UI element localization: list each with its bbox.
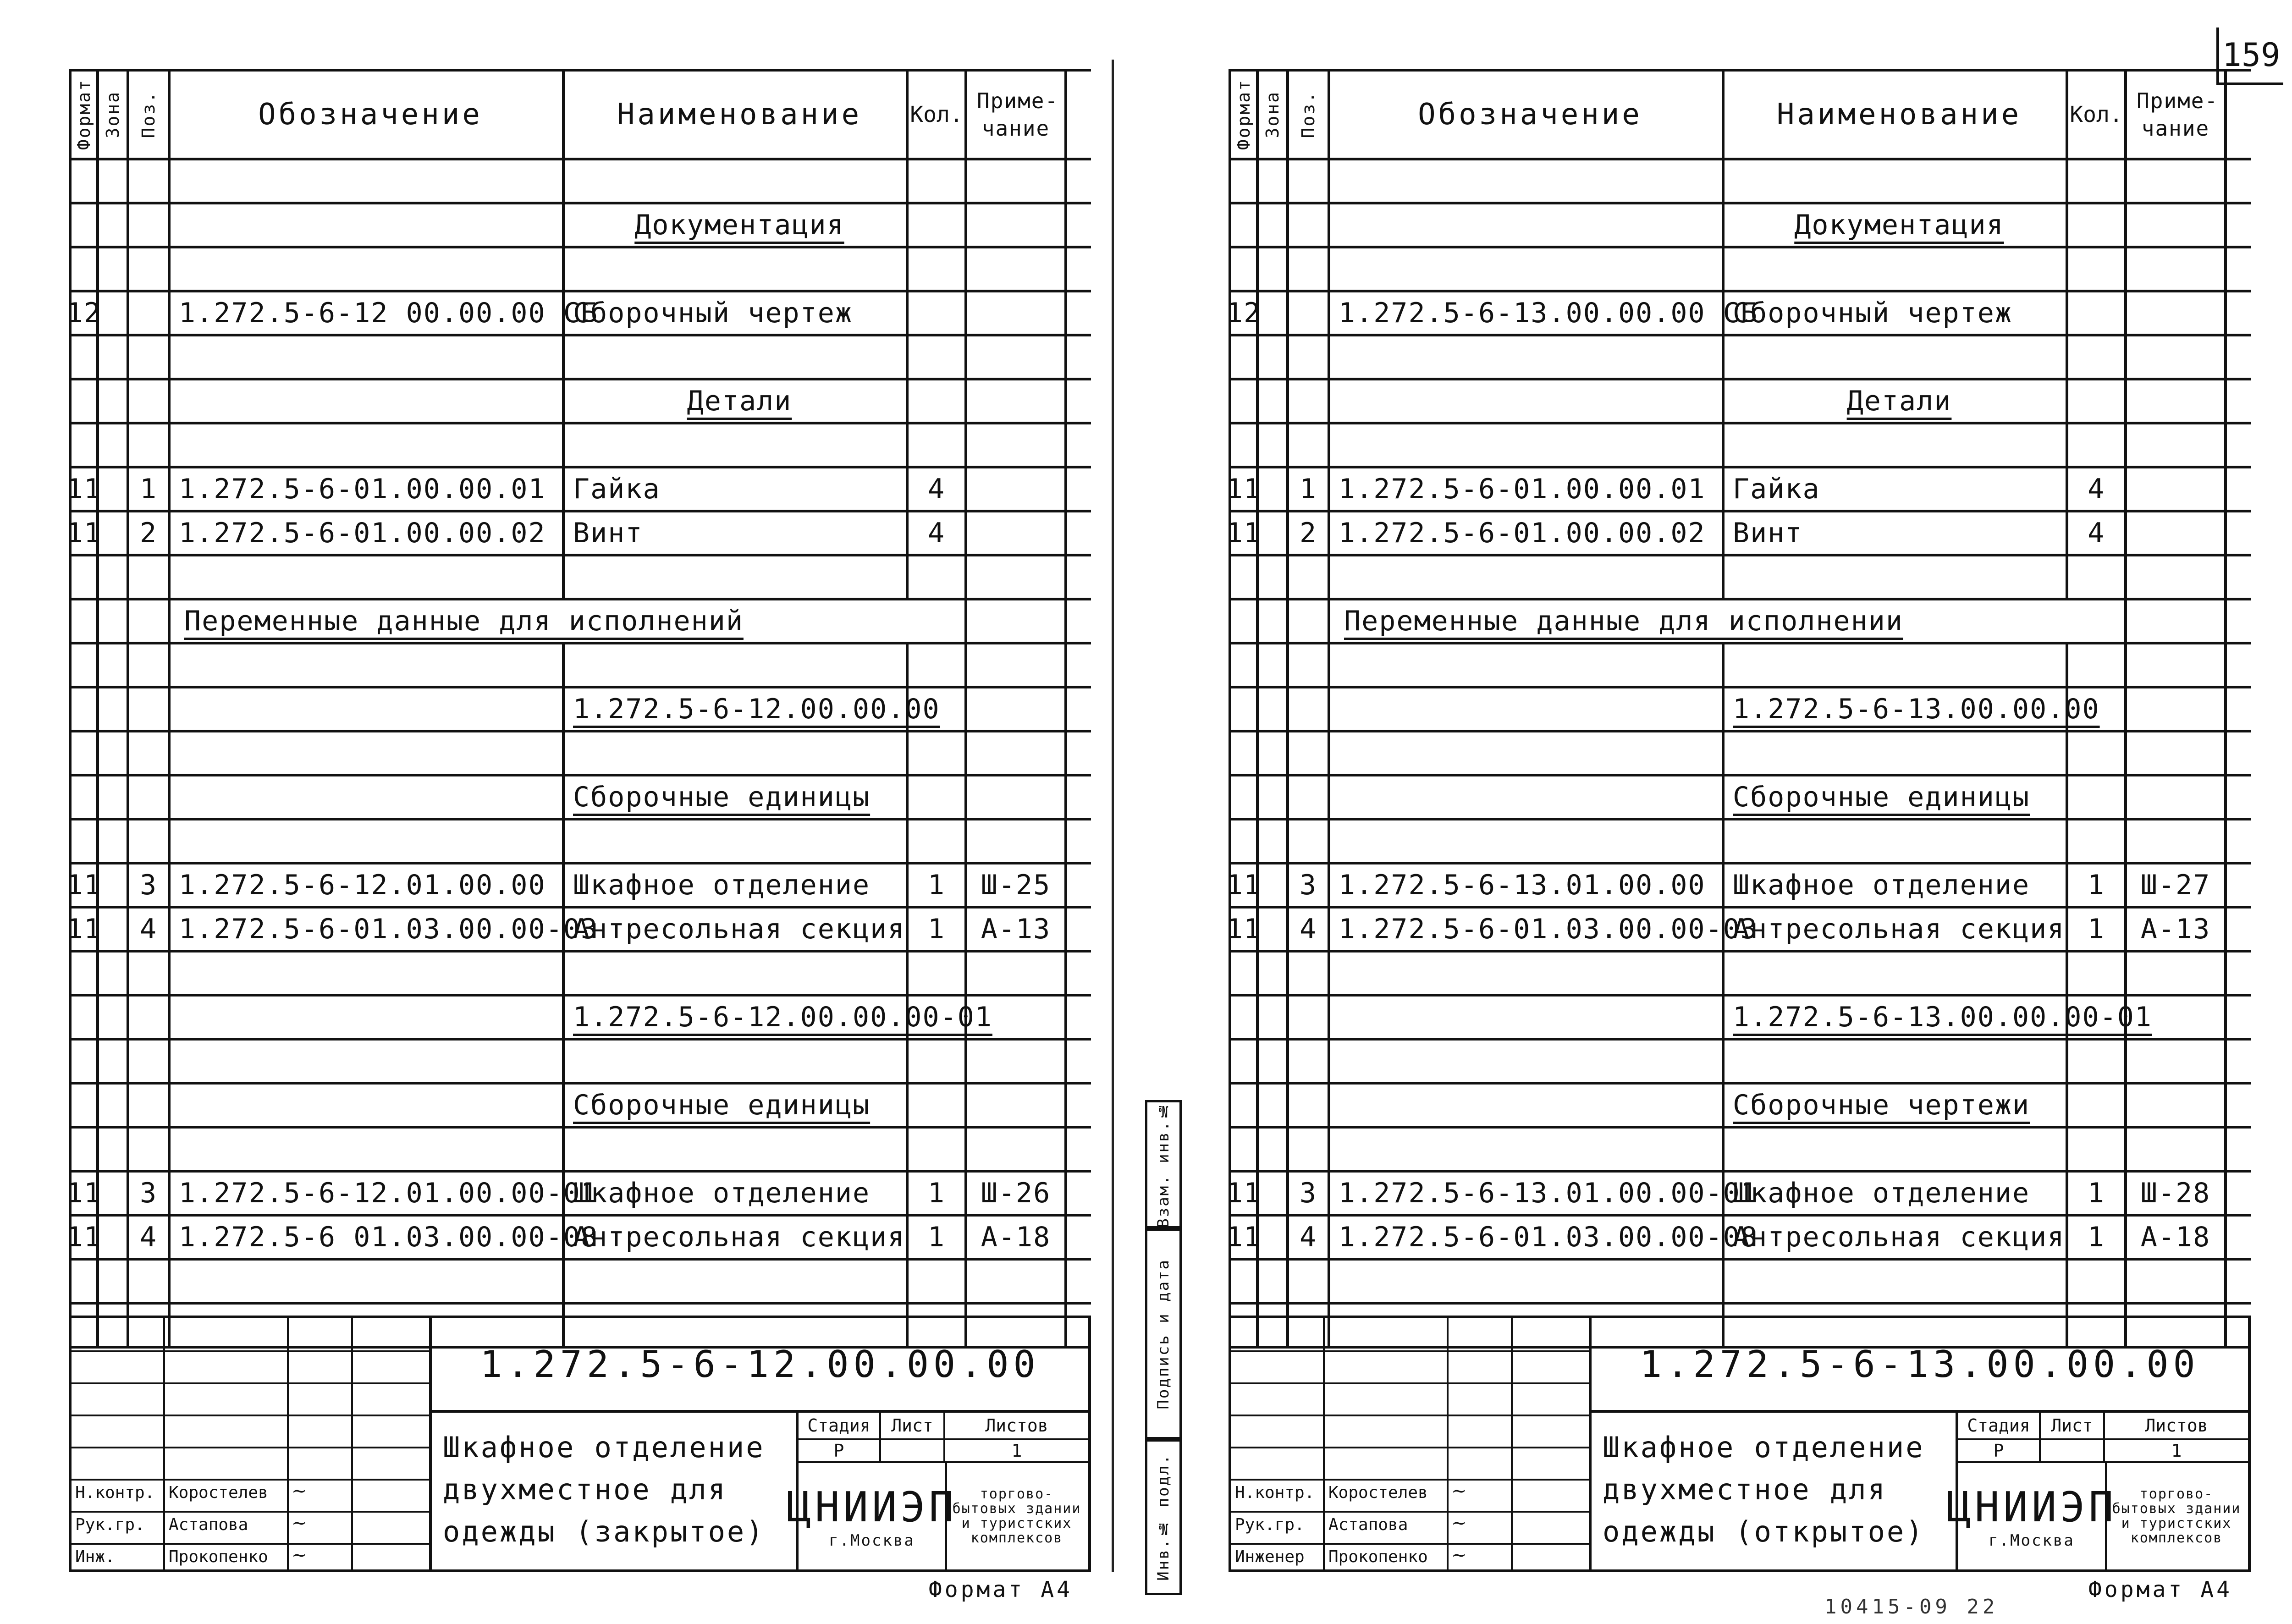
organization bbox=[786, 1463, 958, 1569]
cell-name: Шкафное отделение bbox=[573, 1177, 871, 1209]
header-format: Формат bbox=[1234, 79, 1254, 150]
header-format: Формат bbox=[74, 79, 94, 150]
cell-des: 1.272.5-6-01.00.00.01 bbox=[1339, 473, 1706, 505]
table-row bbox=[69, 688, 1091, 732]
cell-des: 1.272.5-6-01.03.00.00-08 bbox=[1339, 1221, 1758, 1253]
cell-fmt: 11 bbox=[66, 517, 102, 549]
cell-name: Антресольная секция bbox=[1733, 913, 2065, 945]
page-number: 159 bbox=[2222, 36, 2281, 74]
cell-qty: 1 bbox=[927, 1177, 946, 1209]
document-code: 1.272.5-6-13.00.00.00 bbox=[1589, 1318, 2248, 1410]
cell-qty: 1 bbox=[2087, 1221, 2105, 1253]
signature-role: Рук.гр. bbox=[75, 1515, 145, 1534]
cell-pos: 3 bbox=[1299, 869, 1317, 901]
spec-table-right bbox=[1226, 69, 2251, 1349]
header-designation: Обозначение bbox=[1418, 98, 1642, 132]
table-row bbox=[66, 1217, 1091, 1261]
cell-fmt: 11 bbox=[1226, 869, 1262, 901]
sheets-value: 1 bbox=[945, 1440, 1088, 1463]
signature-surname: Прокопенко bbox=[169, 1547, 268, 1566]
cell-name: Винт bbox=[573, 517, 643, 549]
header-zone: Зона bbox=[103, 91, 123, 138]
cell-pos: 3 bbox=[1299, 1177, 1317, 1209]
cell-namesection: 1.272.5-6-12.00.00.00 bbox=[573, 693, 940, 725]
sheet-header: Лист bbox=[881, 1413, 945, 1440]
cell-qty: 1 bbox=[2087, 869, 2105, 901]
format-label-left: Формат А4 bbox=[928, 1577, 1073, 1602]
cell-pos: 3 bbox=[139, 1177, 158, 1209]
organization bbox=[1946, 1463, 2117, 1569]
side-cell-replace bbox=[1145, 1100, 1182, 1228]
cell-note: А-18 bbox=[2140, 1221, 2211, 1253]
cell-note: Ш-26 bbox=[981, 1177, 1051, 1209]
signature-row bbox=[72, 1543, 429, 1572]
cell-namesection: Сборочные единицы bbox=[573, 1089, 871, 1121]
cell-section: Документация bbox=[634, 209, 844, 241]
stage-header: Стадия bbox=[1958, 1413, 2041, 1440]
header-pos: Поз. bbox=[1298, 91, 1318, 138]
table-row bbox=[66, 468, 1091, 512]
center-divider bbox=[1112, 60, 1114, 1572]
stage-block bbox=[786, 1410, 1088, 1569]
cell-qty: 1 bbox=[2087, 1177, 2105, 1209]
cell-note: Ш-25 bbox=[981, 869, 1051, 901]
header-name: Наименование bbox=[617, 98, 862, 132]
cell-pos: 2 bbox=[1299, 517, 1317, 549]
cell-des: 1.272.5-6-12.01.00.00 bbox=[179, 869, 546, 901]
cell-name: Сборочный чертеж bbox=[1733, 297, 2012, 329]
table-row bbox=[1229, 336, 2251, 380]
cell-des: 1.272.5-6-01.03.00.00-03 bbox=[179, 913, 598, 945]
header-pos: Поз. bbox=[138, 91, 159, 138]
cell-pos: 2 bbox=[139, 517, 158, 549]
format-label-right: Формат А4 bbox=[2088, 1577, 2232, 1602]
sheets-header: Листов bbox=[2105, 1413, 2248, 1440]
cell-des: 1.272.5-6-13.01.00.00 bbox=[1339, 869, 1706, 901]
table-row bbox=[1226, 292, 2251, 336]
cell-fmt: 11 bbox=[1226, 1221, 1262, 1253]
table-row bbox=[1229, 776, 2251, 820]
table-row bbox=[1229, 1040, 2251, 1085]
handwritten-signature: ~ bbox=[292, 1481, 307, 1502]
table-row bbox=[66, 908, 1091, 952]
cell-fmt: 12 bbox=[66, 297, 102, 329]
cell-name: Сборочный чертеж bbox=[573, 297, 853, 329]
table-row bbox=[69, 248, 1091, 292]
cell-namesection: Сборочные единицы bbox=[1733, 781, 2030, 813]
cell-note: А-13 bbox=[2140, 913, 2211, 945]
table-row bbox=[1226, 468, 2251, 512]
cell-section: Документация bbox=[1794, 209, 2004, 241]
side-label-replace: Взам. инв.№ bbox=[1154, 1101, 1173, 1228]
spec-sheet-left bbox=[66, 69, 1091, 1602]
table-row bbox=[69, 732, 1091, 776]
stage-header: Стадия bbox=[799, 1413, 881, 1440]
cell-name: Винт bbox=[1733, 517, 1803, 549]
table-row bbox=[69, 600, 1091, 644]
cell-qty: 4 bbox=[927, 473, 946, 505]
cell-fmt: 11 bbox=[66, 1177, 102, 1209]
signature-area bbox=[1231, 1318, 1589, 1569]
header-note: Приме-чание bbox=[2137, 88, 2219, 141]
signature-role: Инженер bbox=[1235, 1547, 1305, 1566]
cell-fmt: 11 bbox=[66, 473, 102, 505]
table-row bbox=[69, 996, 1091, 1040]
table-row bbox=[66, 864, 1091, 908]
signature-surname: Коростелев bbox=[1328, 1483, 1428, 1502]
table-row bbox=[66, 512, 1091, 556]
organization-city: г.Москва bbox=[829, 1531, 915, 1550]
table-row bbox=[1226, 864, 2251, 908]
cell-pos: 4 bbox=[1299, 1221, 1317, 1253]
organization-city: г.Москва bbox=[1989, 1531, 2075, 1550]
table-header bbox=[69, 69, 1091, 160]
cell-qty: 4 bbox=[927, 517, 946, 549]
document-title: Шкафное отделение двухместное для одежды (открытое) bbox=[1589, 1410, 1956, 1569]
cell-section: Детали bbox=[1846, 385, 1952, 417]
cell-name: Антресольная секция bbox=[1733, 1221, 2065, 1253]
cell-note: А-13 bbox=[981, 913, 1051, 945]
table-row bbox=[1229, 996, 2251, 1040]
side-strip-right bbox=[1145, 1100, 1218, 1595]
table-row bbox=[1229, 1261, 2251, 1305]
cell-des: 1.272.5-6-01.00.00.02 bbox=[179, 517, 546, 549]
cell-des: 1.272.5-6-13.00.00.00 СБ bbox=[1339, 297, 1758, 329]
cell-qty: 1 bbox=[927, 913, 946, 945]
spec-sheet-right bbox=[1226, 69, 2251, 1602]
sheets-value: 1 bbox=[2105, 1440, 2248, 1463]
cell-qty: 1 bbox=[927, 1221, 946, 1253]
cell-des: 1.272.5-6-01.03.00.00-03 bbox=[1339, 913, 1758, 945]
cell-des: 1.272.5-6-12.01.00.00-01 bbox=[179, 1177, 598, 1209]
signature-area bbox=[72, 1318, 429, 1569]
side-cell-signature bbox=[1145, 1228, 1182, 1439]
organization-department: торгово-бытовых здании и туристских комплексов bbox=[952, 1486, 1081, 1546]
signature-surname: Прокопенко bbox=[1328, 1547, 1428, 1566]
cell-wide: Переменные данные для исполнений bbox=[184, 605, 744, 637]
handwritten-signature: ~ bbox=[292, 1545, 307, 1566]
table-row bbox=[1226, 512, 2251, 556]
title-block-left bbox=[69, 1316, 1091, 1572]
table-row bbox=[69, 952, 1091, 996]
handwritten-signature: ~ bbox=[1451, 1513, 1467, 1534]
cell-fmt: 11 bbox=[1226, 1177, 1262, 1209]
table-row bbox=[1229, 1085, 2251, 1129]
cell-fmt: 11 bbox=[1226, 473, 1262, 505]
cell-pos: 4 bbox=[139, 1221, 158, 1253]
cell-name: Антресольная секция bbox=[573, 1221, 905, 1253]
handwritten-signature: ~ bbox=[1451, 1481, 1467, 1502]
table-row bbox=[69, 1261, 1091, 1305]
table-row bbox=[69, 820, 1091, 864]
table-row bbox=[66, 1173, 1091, 1217]
cell-qty: 1 bbox=[927, 869, 946, 901]
table-body-right bbox=[1226, 160, 2251, 1349]
signature-row bbox=[1231, 1543, 1589, 1572]
stage-block bbox=[1946, 1410, 2248, 1569]
side-label-inventory: Инв.№ подл. bbox=[1154, 1453, 1173, 1581]
spec-table-left bbox=[66, 69, 1091, 1349]
cell-qty: 4 bbox=[2087, 517, 2105, 549]
table-row bbox=[69, 644, 1091, 688]
cell-pos: 3 bbox=[139, 869, 158, 901]
title-block-right bbox=[1229, 1316, 2251, 1572]
header-name: Наименование bbox=[1776, 98, 2022, 132]
cell-pos: 4 bbox=[1299, 913, 1317, 945]
signature-row bbox=[1231, 1479, 1589, 1508]
signature-surname: Астапова bbox=[1328, 1515, 1408, 1534]
document-code: 1.272.5-6-12.00.00.00 bbox=[429, 1318, 1088, 1410]
signature-surname: Астапова bbox=[169, 1515, 248, 1534]
cell-note: Ш-28 bbox=[2140, 1177, 2211, 1209]
table-row bbox=[69, 556, 1091, 600]
signature-surname: Коростелев bbox=[169, 1483, 268, 1502]
table-row bbox=[1229, 248, 2251, 292]
table-row bbox=[69, 160, 1091, 204]
cell-des: 1.272.5-6-12 00.00.00 СБ bbox=[179, 297, 598, 329]
table-row bbox=[1226, 1173, 2251, 1217]
header-designation: Обозначение bbox=[258, 98, 483, 132]
signature-role: Н.контр. bbox=[1235, 1483, 1315, 1502]
table-row bbox=[1229, 952, 2251, 996]
table-row bbox=[1229, 600, 2251, 644]
cell-name: Шкафное отделение bbox=[1733, 1177, 2030, 1209]
side-cell-inventory bbox=[1145, 1439, 1182, 1595]
organization-name: ЦНИИЭП bbox=[786, 1483, 958, 1531]
table-row bbox=[69, 1129, 1091, 1173]
signature-row bbox=[72, 1511, 429, 1540]
header-note: Приме-чание bbox=[977, 88, 1059, 141]
cell-fmt: 11 bbox=[66, 1221, 102, 1253]
cell-name: Шкафное отделение bbox=[1733, 869, 2030, 901]
cell-pos: 4 bbox=[139, 913, 158, 945]
organization-department: торгово-бытовых здании и туристских комплексов bbox=[2112, 1486, 2241, 1546]
cell-wide: Переменные данные для исполнении bbox=[1344, 605, 1903, 637]
table-row bbox=[1229, 160, 2251, 204]
sheets-header: Листов bbox=[945, 1413, 1088, 1440]
cell-name: Антресольная секция bbox=[573, 913, 905, 945]
table-row bbox=[69, 336, 1091, 380]
cell-namesection: 1.272.5-6-12.00.00.00-01 bbox=[573, 1001, 992, 1033]
cell-fmt: 11 bbox=[66, 913, 102, 945]
table-row bbox=[66, 292, 1091, 336]
cell-des: 1.272.5-6-01.00.00.01 bbox=[179, 473, 546, 505]
table-row bbox=[69, 1040, 1091, 1085]
cell-name: Гайка bbox=[1733, 473, 1820, 505]
table-row bbox=[69, 380, 1091, 424]
cell-des: 1.272.5-6 01.03.00.00-08 bbox=[179, 1221, 598, 1253]
cell-name: Гайка bbox=[573, 473, 661, 505]
table-row bbox=[1229, 644, 2251, 688]
cell-name: Шкафное отделение bbox=[573, 869, 871, 901]
table-row bbox=[1226, 1217, 2251, 1261]
cell-fmt: 11 bbox=[1226, 913, 1262, 945]
signature-role: Н.контр. bbox=[75, 1483, 155, 1502]
table-body-left bbox=[66, 160, 1091, 1349]
cell-section: Детали bbox=[687, 385, 792, 417]
table-row bbox=[69, 424, 1091, 468]
side-label-signature: Подпись и дата bbox=[1154, 1258, 1173, 1409]
cell-namesection: 1.272.5-6-13.00.00.00-01 bbox=[1733, 1001, 2152, 1033]
cell-note: А-18 bbox=[981, 1221, 1051, 1253]
signature-row bbox=[1231, 1511, 1589, 1540]
organization-name: ЦНИИЭП bbox=[1946, 1483, 2117, 1531]
sheet-header: Лист bbox=[2041, 1413, 2105, 1440]
cell-qty: 1 bbox=[2087, 913, 2105, 945]
cell-fmt: 11 bbox=[1226, 517, 1262, 549]
table-row bbox=[1229, 204, 2251, 248]
header-qty: Кол. bbox=[2070, 102, 2123, 127]
bottom-code: 10415-09 22 bbox=[1824, 1595, 1999, 1618]
header-zone: Зона bbox=[1262, 91, 1283, 138]
cell-fmt: 12 bbox=[1226, 297, 1262, 329]
signature-role: Инж. bbox=[75, 1547, 115, 1566]
table-header bbox=[1229, 69, 2251, 160]
cell-des: 1.272.5-6-13.01.00.00-01 bbox=[1339, 1177, 1758, 1209]
cell-namesection: 1.272.5-6-13.00.00.00 bbox=[1733, 693, 2100, 725]
cell-des: 1.272.5-6-01.00.00.02 bbox=[1339, 517, 1706, 549]
cell-pos: 1 bbox=[139, 473, 158, 505]
table-row bbox=[1229, 424, 2251, 468]
cell-fmt: 11 bbox=[66, 869, 102, 901]
cell-namesection: Сборочные чертежи bbox=[1733, 1089, 2030, 1121]
cell-namesection: Сборочные единицы bbox=[573, 781, 871, 813]
table-row bbox=[1229, 732, 2251, 776]
table-row bbox=[1229, 820, 2251, 864]
table-row bbox=[1229, 380, 2251, 424]
table-row bbox=[1229, 688, 2251, 732]
stage-value: Р bbox=[1958, 1440, 2041, 1463]
table-row bbox=[69, 204, 1091, 248]
signature-row bbox=[72, 1479, 429, 1508]
document-title: Шкафное отделение двухместное для одежды (закрытое) bbox=[429, 1410, 796, 1569]
handwritten-signature: ~ bbox=[292, 1513, 307, 1534]
handwritten-signature: ~ bbox=[1451, 1545, 1467, 1566]
cell-qty: 4 bbox=[2087, 473, 2105, 505]
table-row bbox=[1229, 556, 2251, 600]
table-row bbox=[69, 776, 1091, 820]
stage-value: Р bbox=[799, 1440, 881, 1463]
table-row bbox=[1229, 1129, 2251, 1173]
table-row bbox=[69, 1085, 1091, 1129]
table-row bbox=[1226, 908, 2251, 952]
header-qty: Кол. bbox=[910, 102, 963, 127]
cell-note: Ш-27 bbox=[2140, 869, 2211, 901]
signature-role: Рук.гр. bbox=[1235, 1515, 1305, 1534]
cell-pos: 1 bbox=[1299, 473, 1317, 505]
